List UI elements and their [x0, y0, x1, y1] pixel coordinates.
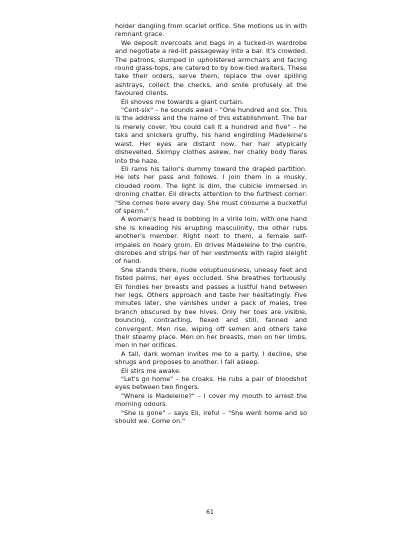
paragraph: "Let's go home" – he croaks. He rubs a pair of bloodshot eyes between two fingers. [115, 375, 307, 392]
paragraph: Eli rams his tailor's dummy toward the draped partition. He lets her pass and follows. I join them in a musky, clouded room. The light is dim, the cubicle immersed in droning chatter. Eli directs attention to the furthest corner: "She comes here every day. She must consume a bucketful of sperm." [115, 164, 307, 215]
paragraph: We deposit overcoats and bags in a tucked-in wardrobe and negotiate a red-lit passageway into a bar. It's crowded. The patrons, slumped in upholstered armchairs and facing round glass-tops, are catered to by bow-tied waiters. These take their orders, serve them, replace the over spilling ashtrays, collect the checks, and smile profusely at the favoured clients. [115, 38, 307, 98]
paragraph: "Cent-six" – he sounds awed – "One hundred and six. This is the address and the name of this establishment. The bar is merely cover. You could call it a hundred and five" – he tsks and snickers gruffly, his hand engirdling Madeleine's waist. Her eyes are distant now, her hair atypically dishevelled. Skimpy clothes askew, her chalky body flares into the haze. [115, 106, 307, 165]
paragraph: "Where is Madeleine?" – I cover my mouth to arrest the morning odours. [115, 391, 307, 409]
paragraph: She stands there, nude voluptuousness, uneasy feet and fisted palms, her eyes occluded. She breathes tortuously. Eli fondles her breasts and passes a lustful hand between her legs. Others approach and taste her hesitatingly. Five minutes later, she vanishes under a pack of males, tree branch obscured by bee hives. Only her toes are visible, bouncing, contracting, flexed and still, fanned and convergent. Men rise, wiping off semen and others take their steamy place. Men on her breasts, men on her limbs, men in her orifices. [115, 265, 307, 350]
paragraph: A woman's head is bobbing in a virile loin, with one hand she is kneading his erupting masculinity, the other rubs another's member. Right next to them, a female self-impales on hoary groin. Eli drives Madeleine to the centre, disrobes and strips her of her vestments with rapid sleight of hand. [115, 215, 307, 266]
page-number: 61 [206, 509, 214, 516]
paragraph: Eli stirs me awake. [121, 366, 182, 375]
paragraph: holder dangling from scarlet orifice. She motions us in with remnant grace. [115, 22, 307, 39]
paragraph: Eli shoves me towards a giant curtain. [121, 97, 244, 106]
body-text [115, 22, 307, 426]
paragraph: A tall, dark woman invites me to a party. I decline, she shrugs and proposes to another. I fall asleep. [115, 349, 307, 367]
paragraph: "She is gone" – says Eli, ireful – "She went home and so should we. Come on." [115, 408, 307, 426]
